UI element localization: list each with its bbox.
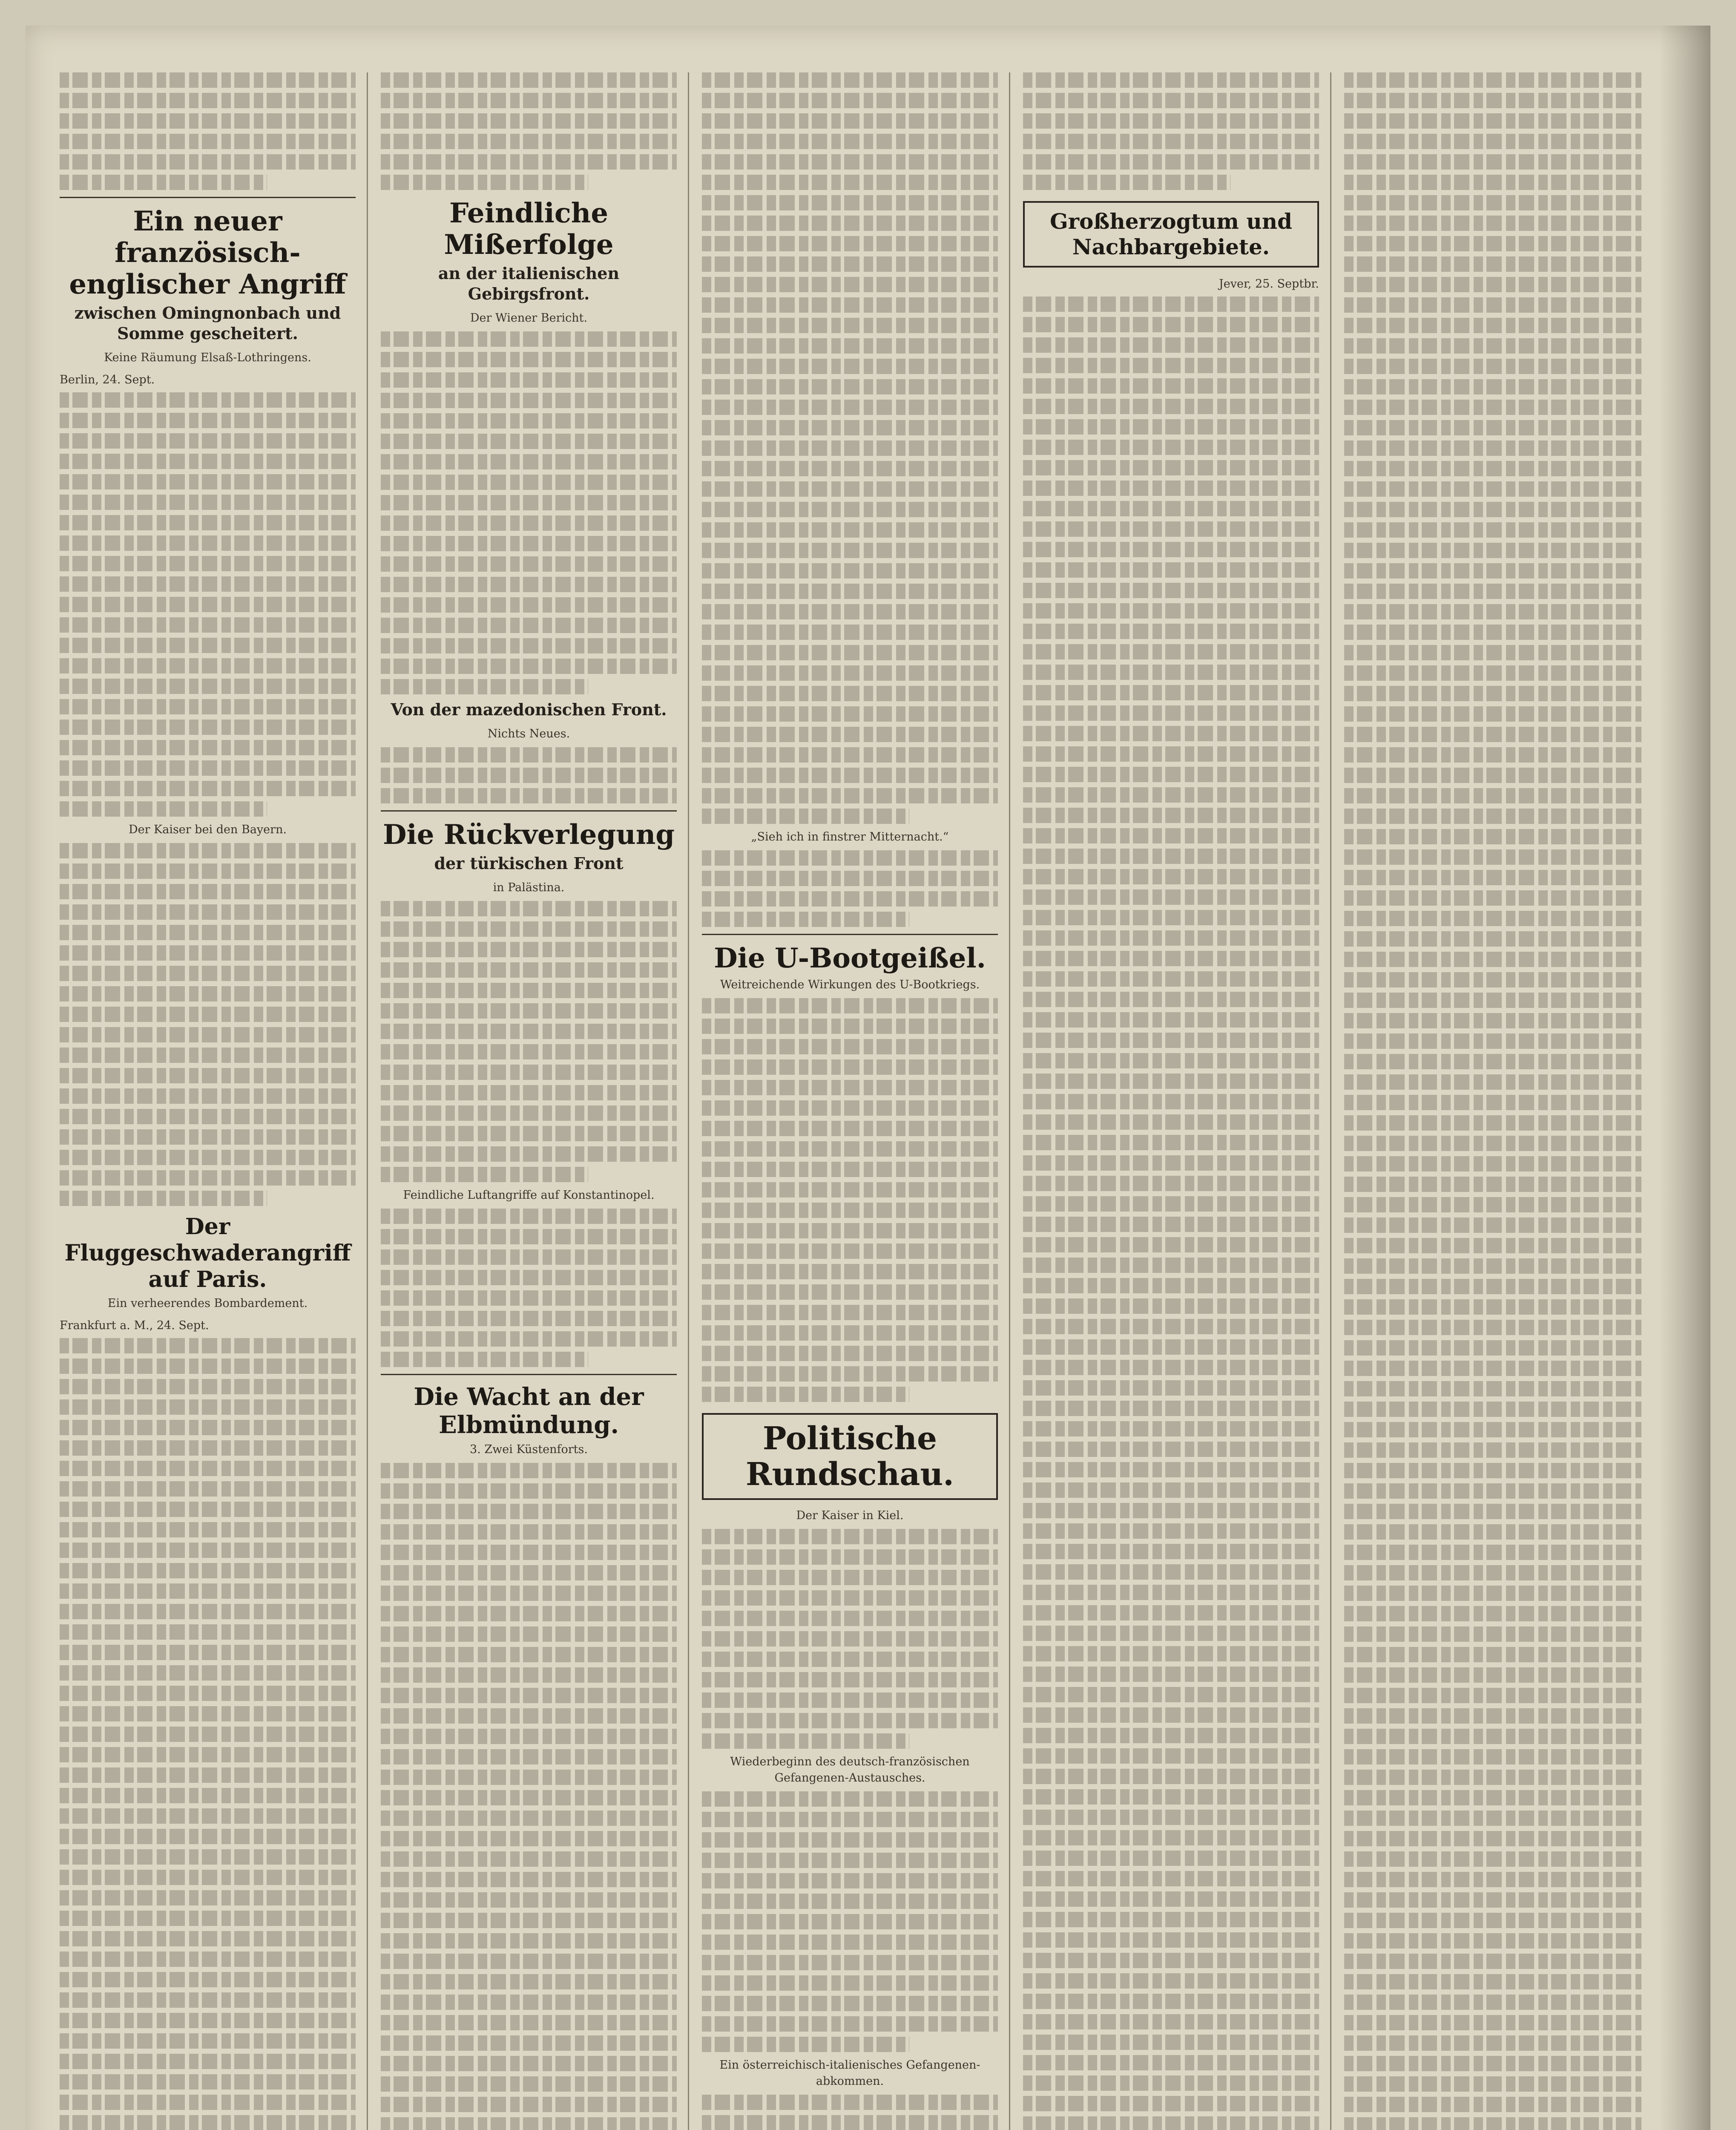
column-2 (381, 72, 689, 2130)
kicker-alsace: Keine Räumung Elsaß-Lothringens. (104, 351, 311, 364)
subhead-u-boat: Weitreichende Wirkungen des U-Bootkriegs. (720, 978, 980, 991)
kicker-prisoner-exchange: Wiederbeginn des deutsch-französischen Gefangenen-Austausches. (730, 1755, 970, 1785)
kicker-kaiser-kiel: Der Kaiser in Kiel. (796, 1509, 904, 1522)
column-5 (1344, 72, 1653, 2130)
divider (702, 934, 998, 935)
subhead-front: zwischen Omingnonbach und Somme gescheitert. (74, 303, 341, 343)
dateline-berlin: Berlin, 24. Sept. (60, 373, 155, 386)
subhead-italian-front: an der italienischen Gebirgsfront. (438, 264, 620, 303)
divider (381, 810, 677, 812)
political-review-box (702, 1413, 998, 1500)
divider (381, 1374, 677, 1375)
column-4 (1023, 72, 1331, 2130)
headline-turkish-front: Die Rückverlegung (382, 819, 675, 851)
kicker-austrian-italian-agreement: Ein österreichisch-italienisches Gefangenen-abkommen. (719, 2058, 980, 2088)
headline-french-english-attack: Ein neuer französisch-englischer Angriff (69, 205, 346, 300)
headline-grand-duchy: Großherzogtum und Nachbargebiete. (1049, 209, 1293, 259)
subhead-turkish-front: der türkischen Front (434, 854, 624, 873)
newspaper-page (26, 26, 1710, 2130)
kicker-vienna-report: Der Wiener Bericht. (470, 311, 588, 325)
headline-political-review: Politische Rundschau. (746, 1420, 954, 1493)
headline-macedonian-front: Von der mazedonischen Front. (391, 700, 667, 719)
regional-news-box (1023, 201, 1319, 268)
headline-air-raid-paris: Der Fluggeschwaderangriff auf Paris. (64, 1214, 351, 1292)
column-3 (702, 72, 1010, 2130)
dateline-jever: Jever, 25. Septbr. (1219, 277, 1319, 291)
kicker-bombardment: Ein verheerendes Bombardement. (107, 1297, 308, 1310)
dateline-frankfurt: Frankfurt a. M., 24. Sept. (60, 1319, 209, 1332)
column-1 (60, 72, 368, 2130)
section-kaiser-bavarians: Der Kaiser bei den Bayern. (128, 823, 287, 836)
kicker-constantinople: Feindliche Luftangriffe auf Konstantinopel. (403, 1189, 655, 1202)
headline-enemy-failures: Feindliche Mißerfolge (444, 197, 614, 261)
kicker-palestine: in Palästina. (493, 881, 565, 894)
headline-elbe-watch: Die Wacht an der Elbmündung. (414, 1383, 644, 1439)
headline-u-boat: Die U-Bootgeißel. (714, 942, 986, 974)
page-columns (60, 72, 1653, 2130)
kicker-nothing-new: Nichts Neues. (487, 727, 570, 740)
divider (60, 197, 356, 198)
quote-midnight: „Sieh ich in finstrer Mitternacht.“ (751, 830, 949, 843)
kicker-coastal-forts: 3. Zwei Küstenforts. (470, 1443, 588, 1456)
page-edge-shadow (1659, 26, 1710, 2130)
